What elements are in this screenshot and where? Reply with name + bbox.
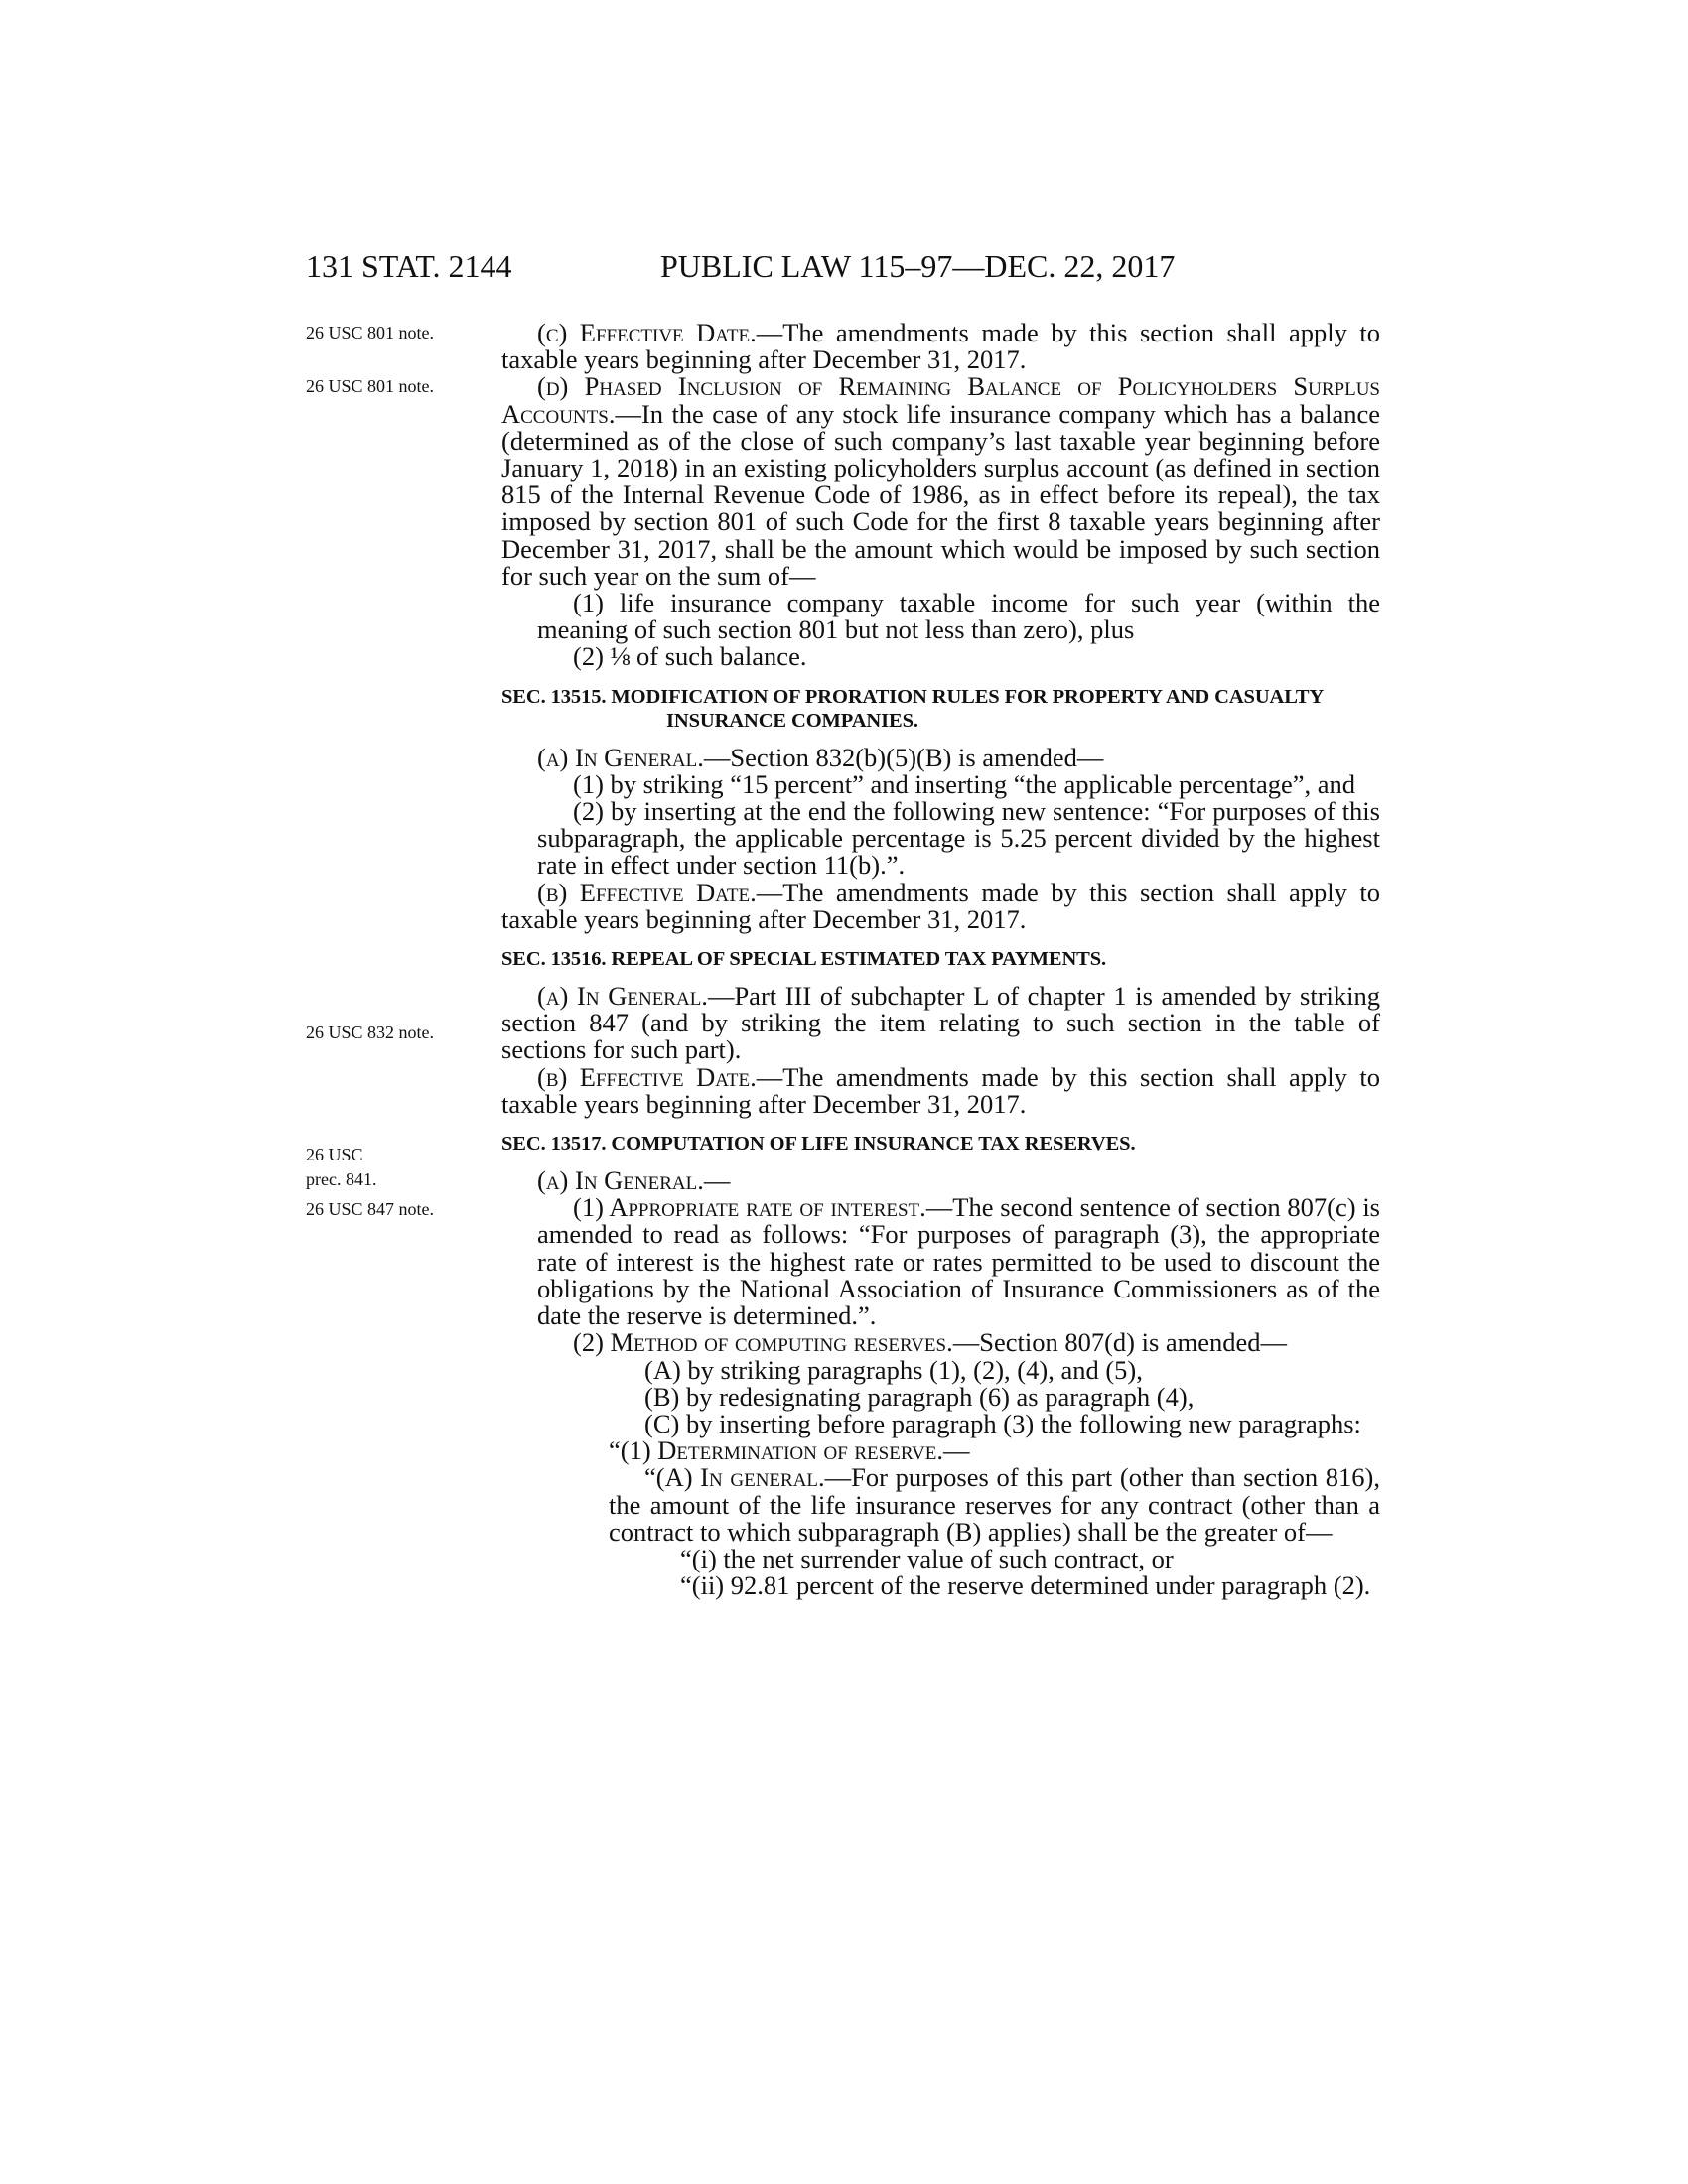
paragraph-item: (1) by striking “15 percent” and inserting “the applicable percentage”, and — [573, 768, 1356, 799]
clause-i: “(i) the net surrender value of such contract, or — [680, 1543, 1174, 1573]
subsection-a: (a) In General.—Part III of subchapter L of chapter 1 is amended by striking section 847 (and by striking the item relating to such section in the table of sections for such part). — [501, 981, 1380, 1065]
margin-note: 26 USC 801 note. — [306, 323, 435, 342]
subsection-a: (a) In General.— — [537, 1165, 731, 1196]
subsection-b: (b) Effective Date.—The amendments made by this section shall apply to taxable years beginning after December 31, 2017. — [501, 1061, 1380, 1119]
page-header — [0, 246, 1688, 286]
paragraph-1: (1) Appropriate rate of interest.—The second sentence of section 807(c) is amended to read as follows: “For purposes of paragraph (3), the appropriate rate of interest is the highest rate or rates permitted to be used to discount the obligations by the National Association of Insurance Commissioners as of the date the reserve is determined.”. — [537, 1192, 1380, 1331]
statute-body — [501, 320, 1380, 1599]
stat-reference: 131 STAT. 2144 — [306, 248, 512, 284]
subsection-c: (c) Effective Date.—The amendments made by this section shall apply to taxable years beginning after December 31, 2017. — [501, 318, 1380, 375]
section-heading-13517: SEC. 13517. COMPUTATION OF LIFE INSURANCE TAX RESERVES. — [501, 1133, 1136, 1156]
subsection-b: (b) Effective Date.—The amendments made by this section shall apply to taxable years beginning after December 31, 2017. — [501, 877, 1380, 934]
clause-ii: “(ii) 92.81 percent of the reserve determined under paragraph (2). — [680, 1570, 1371, 1601]
subparagraph-item: (B) by redesignating paragraph (6) as paragraph (4), — [644, 1381, 1195, 1412]
paragraph-2: (2) Method of computing reserves.—Section 807(d) is amended— — [573, 1327, 1288, 1358]
section-heading-13516: SEC. 13516. REPEAL OF SPECIAL ESTIMATED TAX PAYMENTS. — [501, 948, 1107, 971]
section-heading-13515: SEC. 13515. MODIFICATION OF PRORATION RULES FOR PROPERTY AND CASUALTY INSURANCE COMPANIES. — [501, 685, 1324, 732]
margin-note: prec. 841. — [306, 1169, 377, 1189]
quoted-subparagraph-a: “(A) In general.—For purposes of this part (other than section 816), the amount of the life insurance reserves for any contract (other than a contract to which subparagraph (B) applies) shall be the greater of— — [609, 1462, 1381, 1547]
subparagraph-item: (A) by striking paragraphs (1), (2), (4), and (5), — [644, 1354, 1143, 1385]
subsection-d: (d) Phased Inclusion of Remaining Balance of Policyholders Surplus Accounts.—In the case of any stock life insurance company which has a balance (determined as of the close of such company’s last taxable year beginning before January 1, 2018) in an existing policyholders surplus account (as defined in section 815 of the Internal Revenue Code of 1986, as in effect before its repeal), the tax imposed by section 801 of such Code for the first 8 taxable years beginning after December 31, 2017, shall be the amount which would be imposed by such section for such year on the sum of— — [501, 371, 1380, 591]
margin-note: 26 USC 801 note. — [306, 376, 435, 396]
margin-note: 26 USC 847 note. — [306, 1199, 435, 1219]
quoted-paragraph-1: “(1) Determination of reserve.— — [609, 1435, 970, 1466]
paragraph-item: (2) by inserting at the end the following new sentence: “For purposes of this subparagraph, the applicable percentage is 5.25 percent divided by the highest rate in effect under section 11(b).”. — [537, 796, 1380, 881]
margin-note: 26 USC — [306, 1145, 363, 1164]
paragraph-item: (1) life insurance company taxable income for such year (within the meaning of such section 801 but not less than zero), plus — [537, 588, 1380, 645]
paragraph-item: (2) ⅛ of such balance. — [573, 641, 807, 672]
subsection-a: (a) In General.—Section 832(b)(5)(B) is amended— — [537, 742, 1104, 772]
law-title: PUBLIC LAW 115–97—DEC. 22, 2017 — [660, 248, 1176, 284]
margin-note: 26 USC 832 note. — [306, 1023, 435, 1042]
subparagraph-item: (C) by inserting before paragraph (3) the following new paragraphs: — [644, 1408, 1361, 1438]
